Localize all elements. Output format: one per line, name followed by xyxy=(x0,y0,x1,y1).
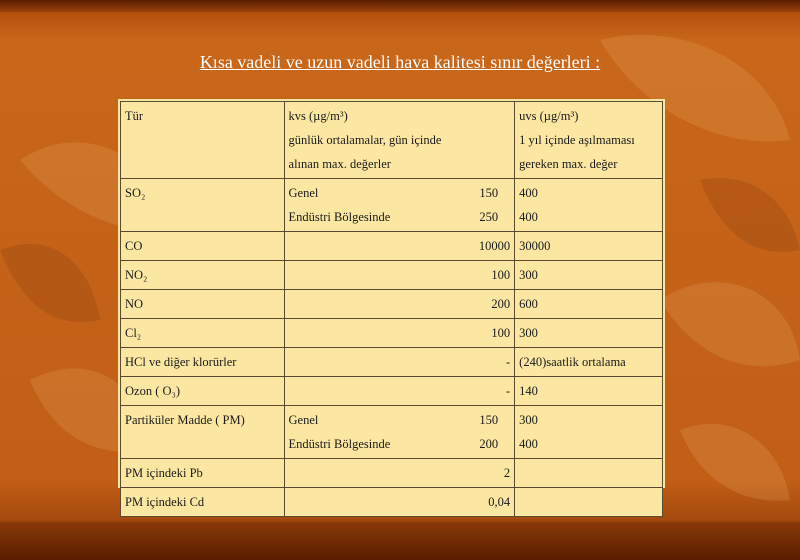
air-quality-table xyxy=(120,101,663,517)
table-row xyxy=(121,261,663,290)
header-col1: Tür xyxy=(121,102,285,179)
table-row xyxy=(121,406,663,459)
row-uvs: (240)saatlik ortalama xyxy=(515,348,663,377)
table-row xyxy=(121,348,663,377)
row-kvs: - xyxy=(284,348,515,377)
row-name: PM içindeki Pb xyxy=(121,459,285,488)
table-header-row xyxy=(121,102,663,179)
row-name: HCl ve diğer klorürler xyxy=(121,348,285,377)
row-kvs: 10000 xyxy=(284,232,515,261)
row-name: SO₂ xyxy=(121,179,285,232)
table-panel xyxy=(118,99,665,509)
row-kvs: 200 xyxy=(284,290,515,319)
slide-title: Kısa vadeli ve uzun vadeli hava kalitesi sınır değerleri : xyxy=(199,52,601,72)
top-band xyxy=(0,0,800,12)
row-uvs: 300 xyxy=(515,319,663,348)
row-name: NO₂ xyxy=(121,261,285,290)
bottom-band xyxy=(0,522,800,560)
row-name: Partiküler Madde ( PM) xyxy=(121,406,285,459)
header-col3: uvs (µg/m³) 1 yıl içinde aşılmaması gereken max. değer xyxy=(515,102,663,179)
table-row xyxy=(121,232,663,261)
row-name: NO xyxy=(121,290,285,319)
row-kvs: 100 xyxy=(284,319,515,348)
header-col2-line2: günlük ortalamalar, gün içinde xyxy=(288,133,442,147)
table-row xyxy=(121,179,663,232)
row-kvs: Genel 150 Endüstri Bölgesinde 200 xyxy=(284,406,515,459)
header-col2: kvs (µg/m³) günlük ortalamalar, gün içinde alınan max. değerler xyxy=(284,102,515,179)
table-row xyxy=(121,488,663,517)
row-uvs: 600 xyxy=(515,290,663,319)
row-uvs: 300 xyxy=(515,261,663,290)
row-uvs: 30000 xyxy=(515,232,663,261)
row-kvs: Genel 150 Endüstri Bölgesinde 250 xyxy=(284,179,515,232)
row-name: Cl₂ xyxy=(121,319,285,348)
table-row xyxy=(121,290,663,319)
row-uvs: 140 xyxy=(515,377,663,406)
row-uvs xyxy=(515,459,663,488)
row-name: PM içindeki Cd xyxy=(121,488,285,517)
row-kvs: 0,04 xyxy=(284,488,515,517)
row-uvs: 400 400 xyxy=(515,179,663,232)
row-kvs: - xyxy=(284,377,515,406)
row-kvs: 100 xyxy=(284,261,515,290)
row-name: Ozon ( O₃) xyxy=(121,377,285,406)
row-uvs xyxy=(515,488,663,517)
table-row xyxy=(121,319,663,348)
table-row xyxy=(121,459,663,488)
row-kvs: 2 xyxy=(284,459,515,488)
row-name: CO xyxy=(121,232,285,261)
table-row xyxy=(121,377,663,406)
row-uvs: 300 400 xyxy=(515,406,663,459)
